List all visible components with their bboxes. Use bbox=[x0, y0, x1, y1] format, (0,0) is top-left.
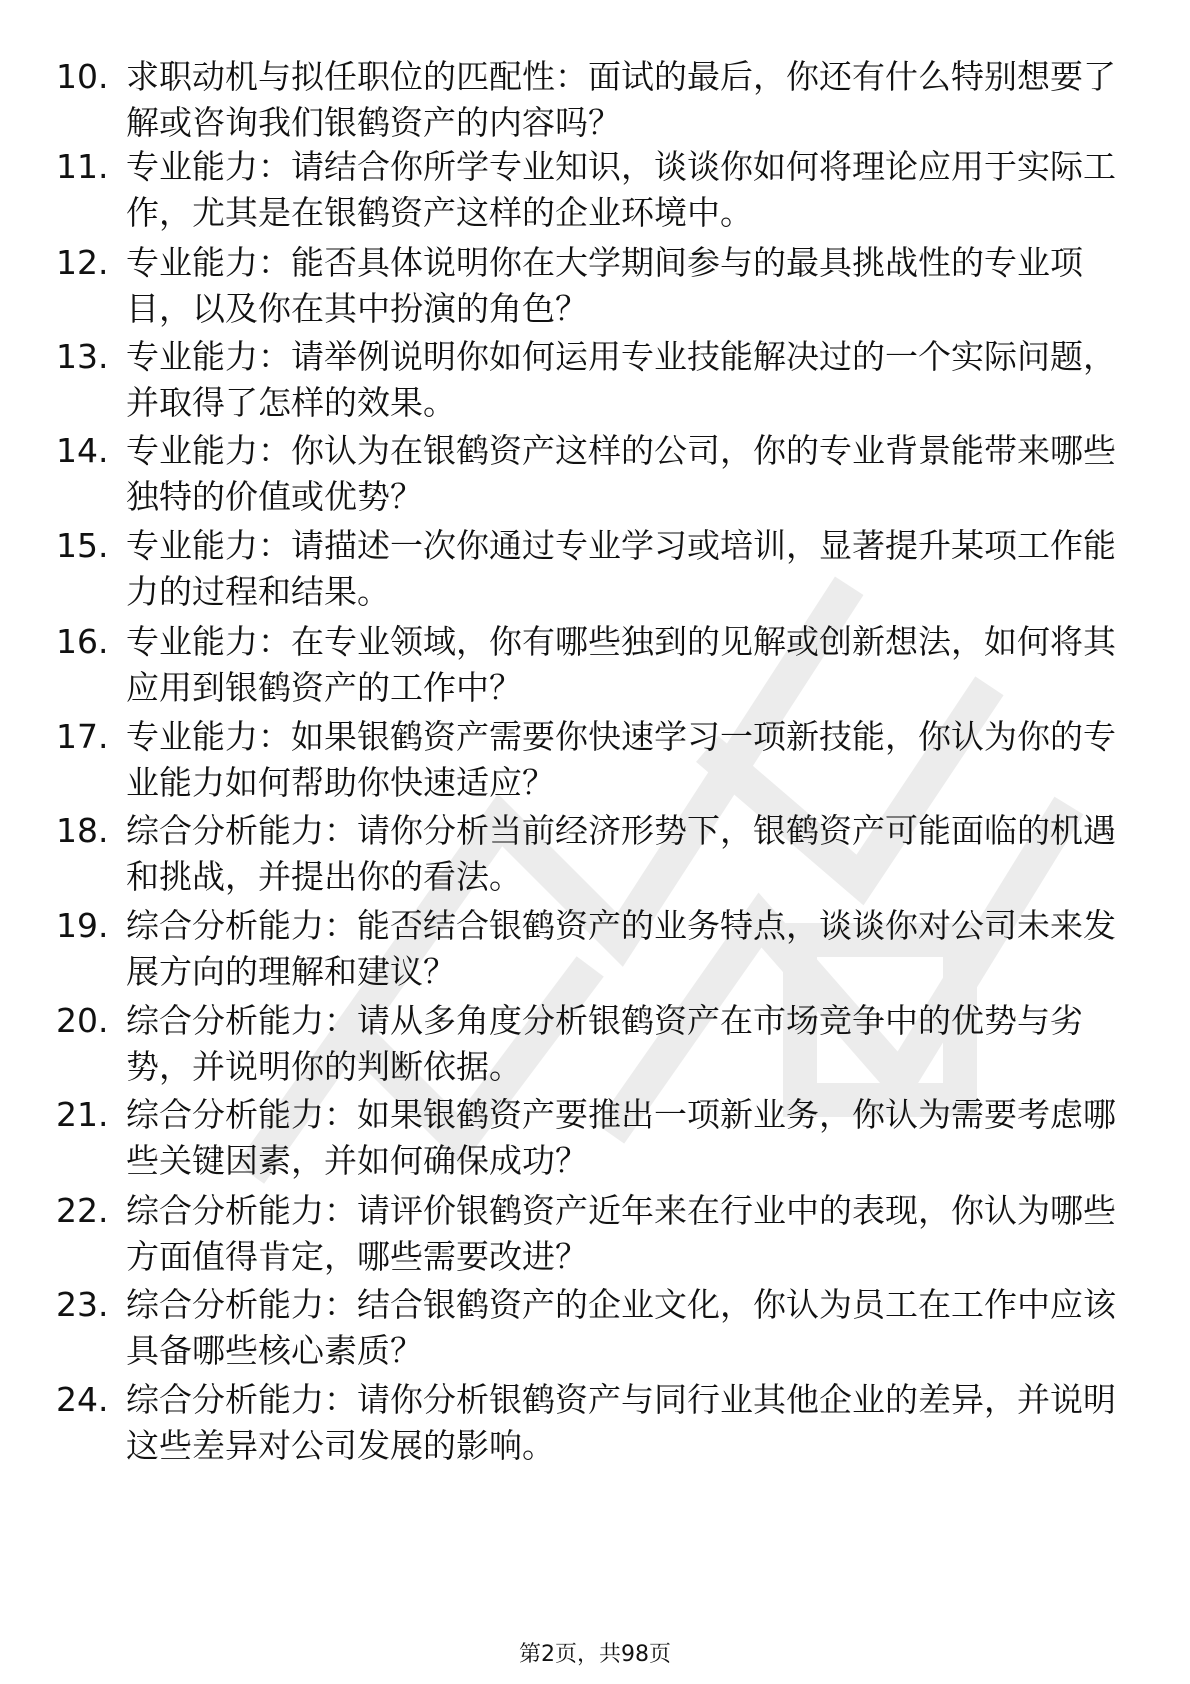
question-number: 10. bbox=[56, 57, 109, 96]
question-text: 求职动机与拟任职位的匹配性：面试的最后，你还有什么特别想要了解或咨询我们银鹤资产的内容吗？ bbox=[126, 57, 1116, 142]
question-text: 专业能力：如果银鹤资产需要你快速学习一项新技能，你认为你的专业能力如何帮助你快速适应？ bbox=[126, 717, 1116, 802]
question-text: 专业能力：请举例说明你如何运用专业技能解决过的一个实际问题，并取得了怎样的效果。 bbox=[126, 337, 1116, 422]
question-number: 24. bbox=[56, 1380, 109, 1419]
question-text: 综合分析能力：能否结合银鹤资产的业务特点，谈谈你对公司未来发展方向的理解和建议？ bbox=[126, 906, 1116, 991]
question-number: 22. bbox=[56, 1191, 109, 1230]
question-text: 综合分析能力：请你分析当前经济形势下，银鹤资产可能面临的机遇和挑战，并提出你的看法。 bbox=[126, 811, 1116, 896]
question-number: 19. bbox=[56, 906, 109, 945]
question-text: 综合分析能力：请评价银鹤资产近年来在行业中的表现，你认为哪些方面值得肯定，哪些需要改进？ bbox=[126, 1191, 1116, 1276]
question-text: 专业能力：请结合你所学专业知识，谈谈你如何将理论应用于实际工作，尤其是在银鹤资产这样的企业环境中。 bbox=[126, 147, 1116, 232]
question-text: 专业能力：请描述一次你通过专业学习或培训，显著提升某项工作能力的过程和结果。 bbox=[126, 526, 1116, 611]
question-number: 13. bbox=[56, 337, 109, 376]
question-text: 专业能力：能否具体说明你在大学期间参与的最具挑战性的专业项目，以及你在其中扮演的角色？ bbox=[126, 243, 1083, 328]
question-number: 15. bbox=[56, 526, 109, 565]
question-text: 综合分析能力：结合银鹤资产的企业文化，你认为员工在工作中应该具备哪些核心素质？ bbox=[126, 1285, 1116, 1370]
question-number: 18. bbox=[56, 811, 109, 850]
question-number: 12. bbox=[56, 243, 109, 282]
question-number: 23. bbox=[56, 1285, 109, 1324]
question-text: 专业能力：你认为在银鹤资产这样的公司，你的专业背景能带来哪些独特的价值或优势？ bbox=[126, 431, 1116, 516]
question-text: 综合分析能力：如果银鹤资产要推出一项新业务，你认为需要考虑哪些关键因素，并如何确保成功？ bbox=[126, 1095, 1116, 1180]
question-number: 17. bbox=[56, 717, 109, 756]
question-number: 21. bbox=[56, 1095, 109, 1134]
question-text: 专业能力：在专业领域，你有哪些独到的见解或创新想法，如何将其应用到银鹤资产的工作中？ bbox=[126, 622, 1116, 707]
question-text: 综合分析能力：请从多角度分析银鹤资产在市场竞争中的优势与劣势，并说明你的判断依据。 bbox=[126, 1001, 1083, 1086]
question-number: 11. bbox=[56, 147, 109, 186]
question-number: 20. bbox=[56, 1001, 109, 1040]
page-indicator: 第2页，共98页 bbox=[519, 1642, 671, 1667]
question-number: 14. bbox=[56, 431, 109, 470]
question-number: 16. bbox=[56, 622, 109, 661]
question-text: 综合分析能力：请你分析银鹤资产与同行业其他企业的差异，并说明这些差异对公司发展的影响。 bbox=[126, 1380, 1116, 1465]
